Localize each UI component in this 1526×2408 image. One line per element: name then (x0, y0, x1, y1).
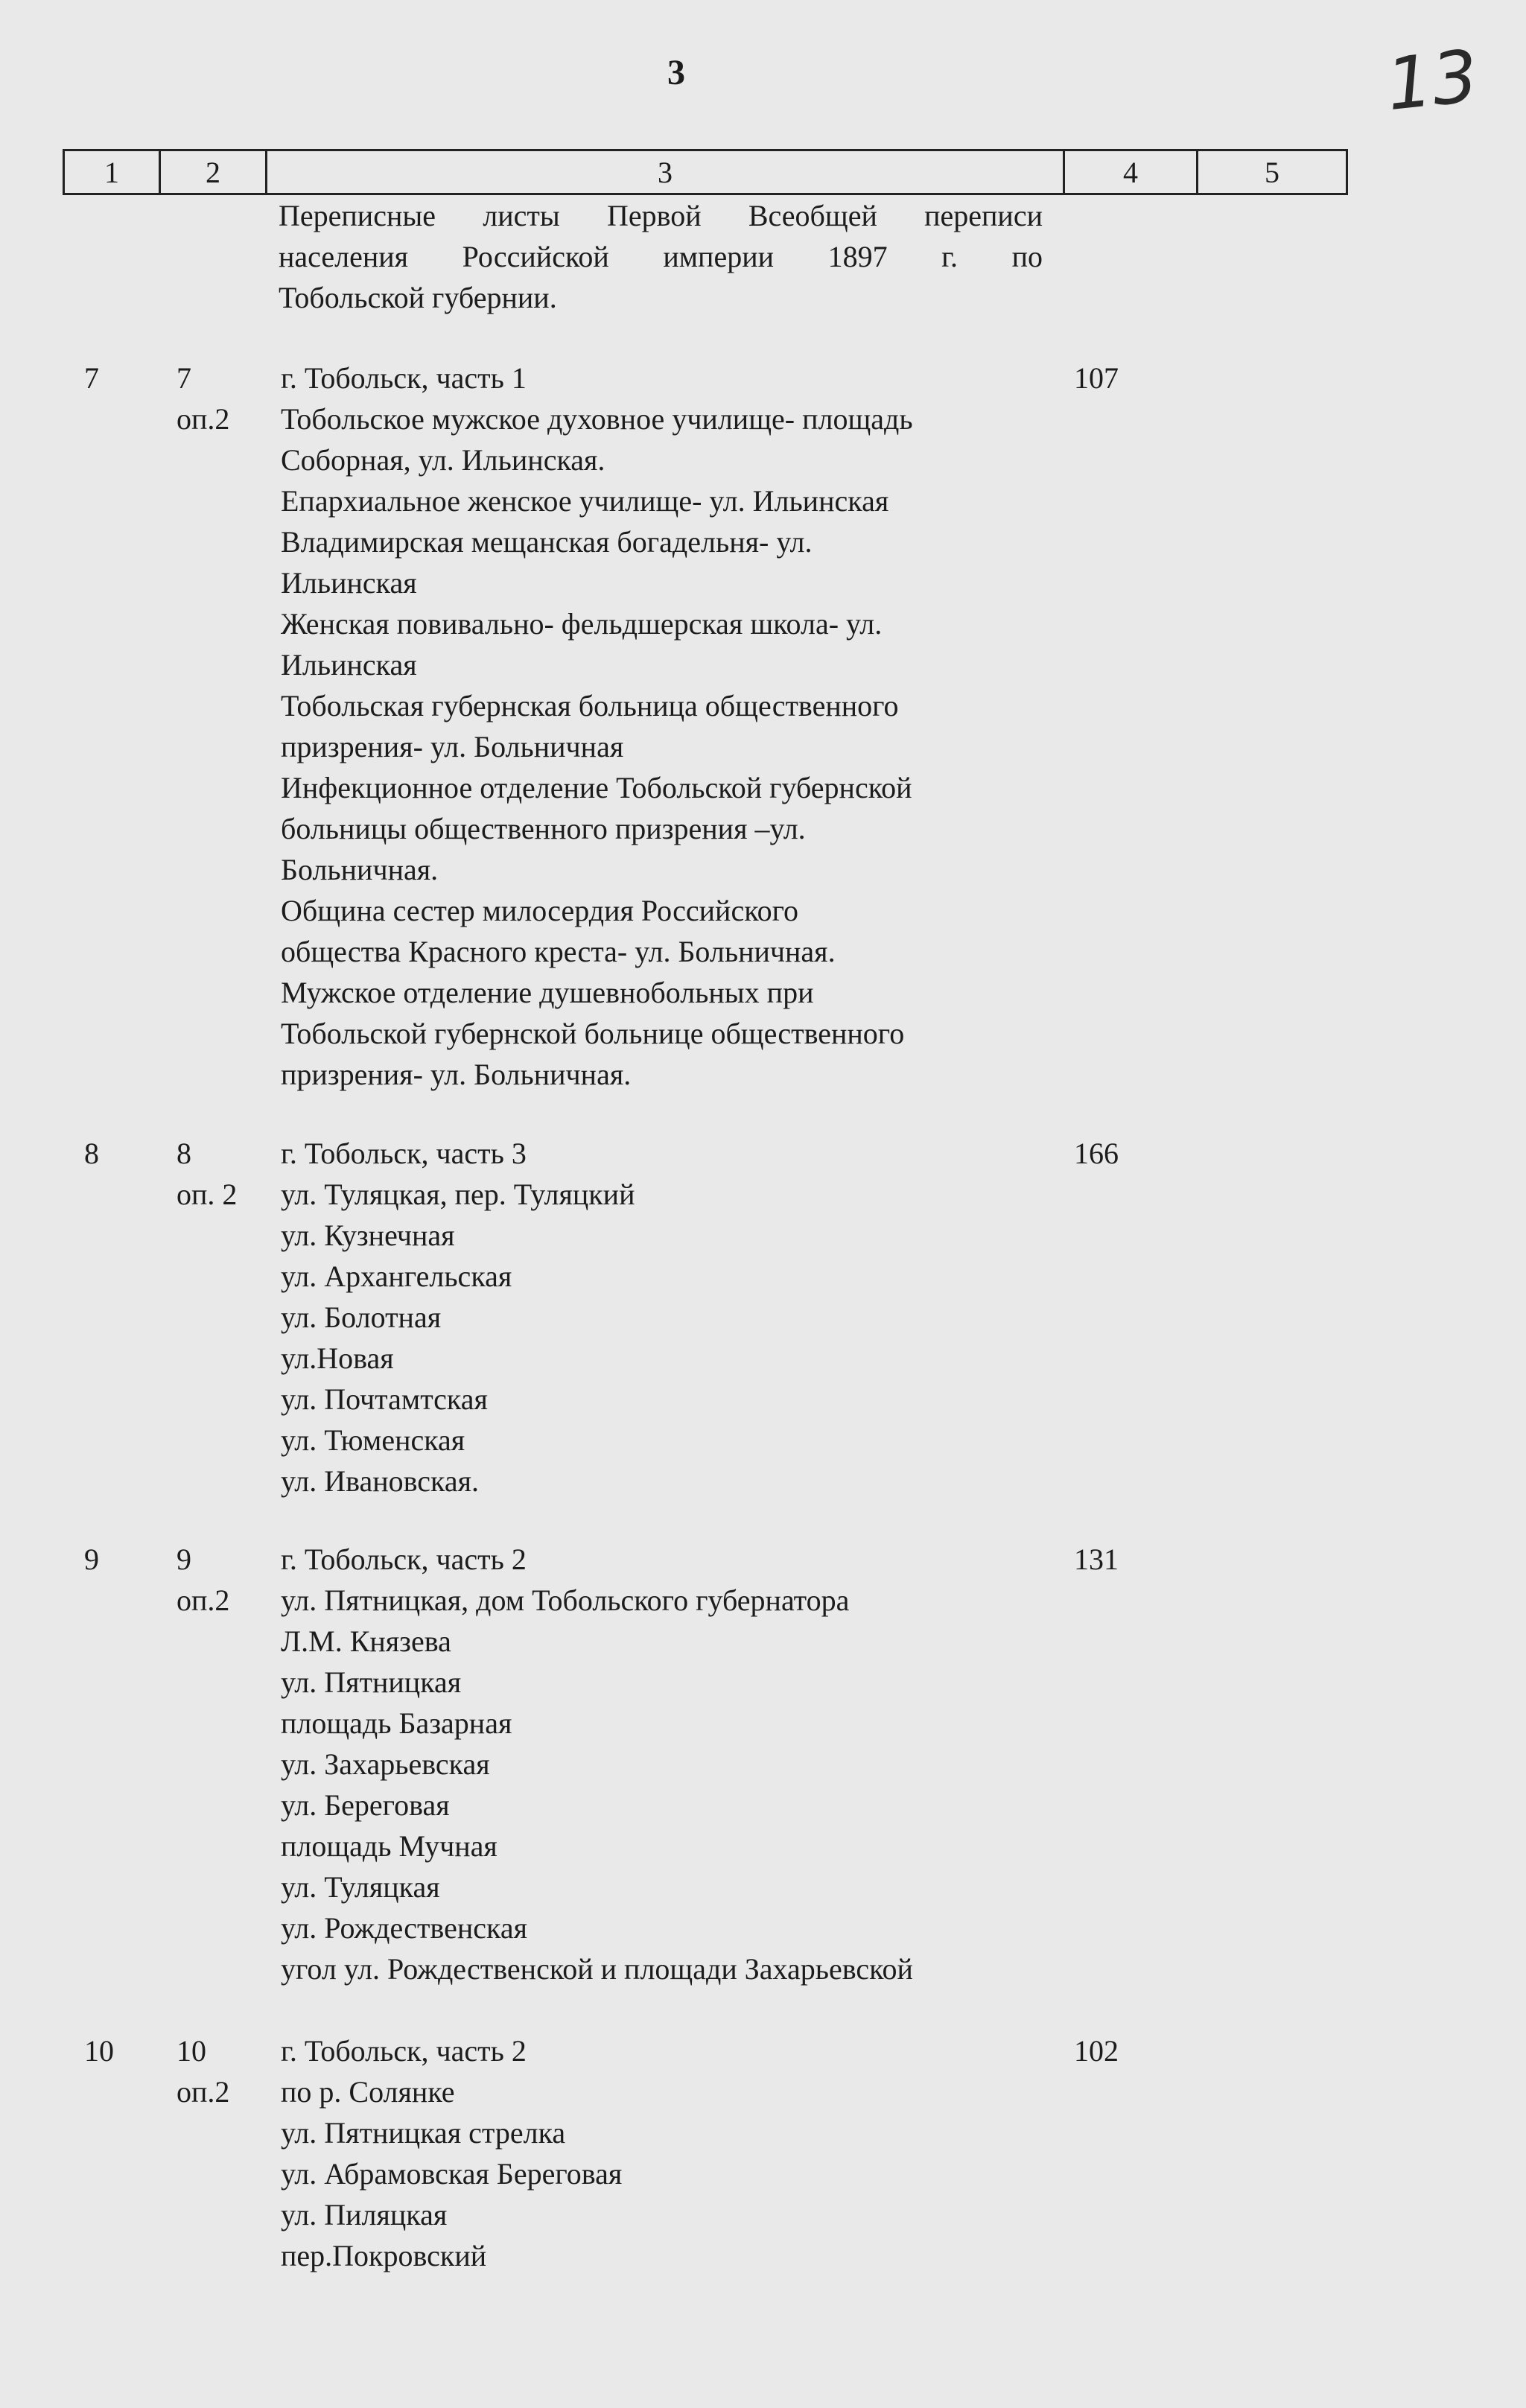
column-header-1: 1 (64, 150, 160, 194)
file-reference (177, 1539, 229, 1621)
file-number: 10 (177, 2034, 206, 2068)
sheet-count: 131 (1074, 1543, 1119, 1576)
inventory-number: оп.2 (177, 2075, 230, 2109)
description-line: г. Тобольск, часть 2 (281, 2034, 527, 2068)
description-line: больницы общественного призрения –ул. (281, 812, 806, 845)
description-line: г. Тобольск, часть 1 (281, 361, 527, 395)
file-number: 7 (177, 361, 191, 395)
description-line: Ильинская (281, 648, 417, 682)
entry-number: 8 (84, 1137, 99, 1170)
sheet-count: 102 (1074, 2034, 1119, 2068)
description-line: пер.Покровский (281, 2239, 487, 2272)
inventory-number: оп. 2 (177, 1178, 238, 1211)
description-line: Владимирская мещанская богадельня- ул. (281, 525, 813, 559)
description-line: ул. Архангельская (281, 1259, 512, 1293)
description-line: Тобольской губернской больнице общественного (281, 1017, 905, 1050)
description-line: Тобольская губернская больница общественного (281, 689, 899, 722)
handwritten-sheet-number: 13 (1382, 34, 1482, 127)
description-line: ул. Захарьевская (281, 1747, 490, 1781)
description-line: ул. Туляцкая, пер. Туляцкий (281, 1178, 635, 1211)
description-line: ул. Рождественская (281, 1911, 527, 1945)
description-line: угол ул. Рождественской и площади Захарьевской (281, 1952, 913, 1986)
description-line: Женская повивально- фельдшерская школа- ул. (281, 607, 883, 641)
description-line: ул. Пиляцкая (281, 2198, 448, 2231)
description-line: ул. Ивановская. (281, 1464, 479, 1498)
entry-description (281, 1539, 1070, 1989)
description-line: по р. Солянке (281, 2075, 455, 2109)
description-line: Мужское отделение душевнобольных при (281, 976, 814, 1009)
description-line: ул. Тюменская (281, 1423, 465, 1457)
entry-number: 10 (84, 2034, 114, 2068)
file-reference (177, 358, 229, 439)
column-header-5: 5 (1198, 150, 1347, 194)
column-header-table (63, 149, 1348, 195)
file-reference (177, 2030, 229, 2112)
description-line: г. Тобольск, часть 2 (281, 1543, 527, 1576)
description-line: г. Тобольск, часть 3 (281, 1137, 527, 1170)
entry-description (281, 1133, 1070, 1502)
file-reference (177, 1133, 237, 1215)
file-number: 9 (177, 1543, 191, 1576)
document-intro (279, 195, 1043, 318)
description-line: площадь Базарная (281, 1706, 512, 1740)
page-number: 3 (667, 53, 685, 92)
description-line: ул. Береговая (281, 1788, 450, 1822)
description-line: призрения- ул. Больничная. (281, 1058, 632, 1091)
description-line: Больничная. (281, 853, 439, 886)
description-line: ул. Абрамовская Береговая (281, 2157, 623, 2191)
description-line: Епархиальное женское училище- ул. Ильинская (281, 484, 889, 518)
description-line: призрения- ул. Больничная (281, 730, 624, 763)
column-header-3: 3 (267, 150, 1064, 194)
entry-description (281, 358, 1070, 1095)
description-line: ул. Болотная (281, 1300, 442, 1334)
description-line: Л.М. Князева (281, 1624, 451, 1658)
column-header-4: 4 (1064, 150, 1198, 194)
description-line: ул. Туляцкая (281, 1870, 440, 1904)
description-line: ул. Пятницкая (281, 1665, 462, 1699)
description-line: ул. Пятницкая, дом Тобольского губернатора (281, 1583, 850, 1617)
description-line: Община сестер милосердия Российского (281, 894, 799, 927)
entry-number: 7 (84, 361, 99, 395)
intro-line: Тобольской губернии. (279, 281, 557, 314)
inventory-number: оп.2 (177, 1583, 230, 1617)
description-line: ул. Почтамтская (281, 1382, 488, 1416)
description-line: ул.Новая (281, 1341, 394, 1375)
entry-description (281, 2030, 1070, 2276)
sheet-count: 166 (1074, 1137, 1119, 1170)
description-line: ул. Пятницкая стрелка (281, 2116, 566, 2150)
column-header-2: 2 (160, 150, 267, 194)
description-line: Соборная, ул. Ильинская. (281, 443, 605, 477)
description-line: Инфекционное отделение Тобольской губернской (281, 771, 912, 804)
description-line: общества Красного креста- ул. Больничная. (281, 935, 836, 968)
file-number: 8 (177, 1137, 191, 1170)
entry-number: 9 (84, 1543, 99, 1576)
description-line: Ильинская (281, 566, 417, 600)
intro-line: Переписные листы Первой Всеобщей переписи (279, 199, 1043, 232)
description-line: площадь Мучная (281, 1829, 497, 1863)
inventory-number: оп.2 (177, 402, 230, 436)
description-line: ул. Кузнечная (281, 1219, 455, 1252)
sheet-count: 107 (1074, 361, 1119, 395)
description-line: Тобольское мужское духовное училище- площадь (281, 402, 913, 436)
intro-line: населения Российской империи 1897 г. по (279, 240, 1043, 273)
